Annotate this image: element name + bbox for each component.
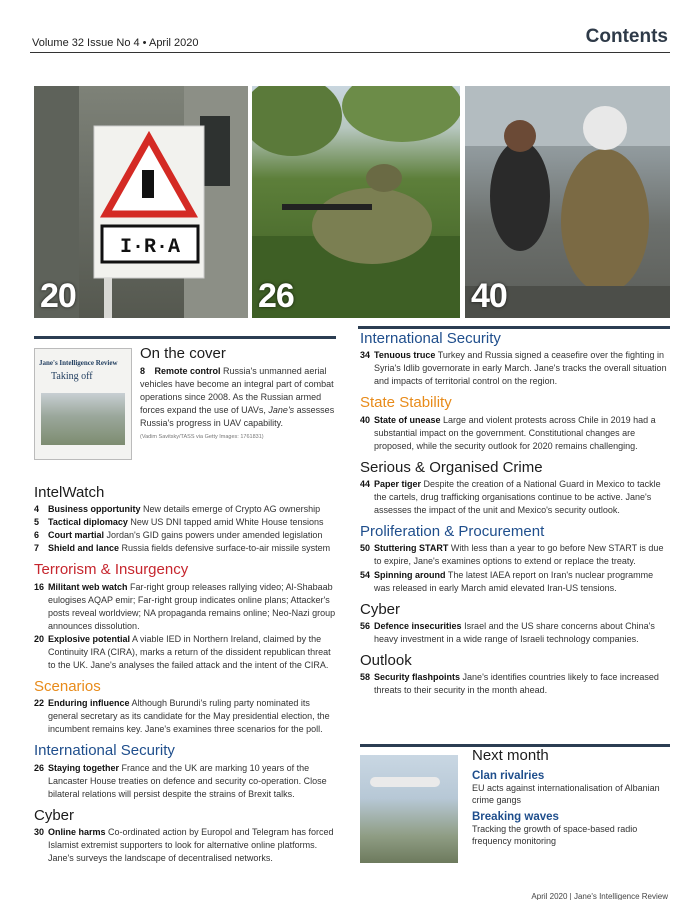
page-number: 7 bbox=[34, 543, 40, 554]
entry-body bbox=[374, 569, 670, 595]
article-title: Court martial bbox=[48, 530, 105, 541]
contents-entry[interactable] bbox=[360, 478, 670, 517]
page-footer: April 2020 | Jane's Intelligence Review bbox=[531, 892, 668, 900]
article-text-end: assesses Russia's progress in UAV capability. bbox=[140, 405, 335, 429]
section-heading: Cyber bbox=[360, 600, 401, 618]
article-text: Turkey and Russia signed a ceasefire over the fighting in Syria's Idlib governorate in early March. Jane's tracks the overall situation and impacts of territorial control on the region. bbox=[374, 350, 667, 387]
article-text: New US DNI tapped amid White House tensions bbox=[130, 517, 324, 528]
contents-entry[interactable] bbox=[34, 762, 336, 801]
article-title: Shield and lance bbox=[48, 543, 120, 554]
section-heading: Scenarios bbox=[34, 678, 101, 696]
contents-section bbox=[34, 742, 336, 800]
entry-body bbox=[48, 516, 336, 529]
entry-body bbox=[48, 581, 336, 633]
article-title: Stuttering START bbox=[374, 543, 449, 554]
entry-body bbox=[374, 349, 670, 388]
header-rule bbox=[30, 52, 670, 53]
contents-entry[interactable] bbox=[34, 529, 336, 542]
photo-page-number: 26 bbox=[258, 277, 294, 315]
entry-body bbox=[48, 762, 336, 801]
contents-section bbox=[34, 484, 336, 555]
cover-magazine-title: Jane's Intelligence Review bbox=[39, 359, 118, 367]
next-month bbox=[360, 745, 670, 870]
contents-section bbox=[360, 394, 670, 452]
contents-section bbox=[360, 459, 670, 517]
next-month-heading: Next month bbox=[472, 747, 549, 764]
contents-section bbox=[34, 807, 336, 865]
contents-entry[interactable] bbox=[360, 569, 670, 595]
photo-page-number: 40 bbox=[471, 277, 507, 315]
cover-story-title: Taking off bbox=[51, 371, 93, 382]
contents-section bbox=[360, 652, 670, 697]
page-number: 22 bbox=[34, 698, 45, 709]
page-number: 58 bbox=[360, 672, 371, 683]
article-title: Militant web watch bbox=[48, 581, 128, 592]
article-text: New details emerge of Crypto AG ownership bbox=[143, 504, 321, 515]
page-header bbox=[30, 26, 670, 56]
page-number: 5 bbox=[34, 517, 40, 528]
airplane-icon bbox=[370, 777, 440, 787]
article-text: Large and violent protests across Chile in 2019 had a substantial impact on the government. Constitutional changes are proposed, while the security outlook for 2020 remains challenging. bbox=[374, 414, 656, 451]
section-heading: International Security bbox=[34, 742, 175, 760]
article-text: The latest IAEA report on Iran's nuclear programme was released in early March amid elevated Iran-US tensions. bbox=[374, 569, 654, 593]
article-text: A viable IED in Northern Ireland, claimed by the Continuity IRA (CIRA), marks a return of the dissident republican threat to the UK. Jane's analyses the failed attack and the intent of the CIRA. bbox=[48, 633, 331, 670]
next-month-text bbox=[472, 747, 672, 853]
contents-entry[interactable] bbox=[34, 581, 336, 633]
contents-section bbox=[34, 678, 336, 736]
next-month-item-text: Tracking the growth of space-based radio frequency monitoring bbox=[472, 824, 638, 847]
entry-body bbox=[48, 542, 336, 555]
contents-entry[interactable] bbox=[34, 503, 336, 516]
contents-section bbox=[360, 601, 670, 646]
next-month-item-title: Breaking waves bbox=[472, 811, 559, 824]
article-title: Tenuous truce bbox=[374, 350, 436, 361]
photo-ira-sign[interactable] bbox=[34, 86, 248, 318]
section-heading: Proliferation & Procurement bbox=[360, 523, 545, 541]
photo-protest[interactable] bbox=[465, 86, 670, 318]
entry-body bbox=[48, 697, 336, 736]
article-title: Explosive potential bbox=[48, 633, 131, 644]
on-the-cover bbox=[140, 345, 335, 440]
section-heading: IntelWatch bbox=[34, 484, 105, 501]
article-text: Russia fields defensive surface-to-air missile system bbox=[121, 543, 331, 554]
contents-entry[interactable] bbox=[360, 671, 670, 697]
page-number: 54 bbox=[360, 569, 371, 580]
contents-entry[interactable] bbox=[34, 542, 336, 555]
article-text: Israel and the US share concerns about China's heavy investment in a wide range of Israeli technology companies. bbox=[374, 620, 655, 644]
article-title: Enduring influence bbox=[48, 698, 130, 709]
next-month-image[interactable] bbox=[360, 755, 458, 863]
article-title[interactable]: Remote control bbox=[154, 366, 221, 377]
cover-description bbox=[140, 365, 335, 430]
article-title: Business opportunity bbox=[48, 504, 141, 515]
cover-thumbnail[interactable] bbox=[34, 348, 132, 460]
entry-body bbox=[48, 503, 336, 516]
article-text: Co-ordinated action by Europol and Telegram has forced Islamist extremist supporters to look for alternative online platforms. Jane's surveys the landscape of decentralised networks. bbox=[48, 827, 334, 864]
entry-body bbox=[374, 620, 670, 646]
article-text: Despite the creation of a National Guard in Mexico to tackle the cartels, drug trafficking organisations continue to be active. Jane's assesses the impact of the unit and Mexico's security outlook. bbox=[374, 479, 661, 516]
page-number: 26 bbox=[34, 762, 45, 773]
page-number: 4 bbox=[34, 504, 40, 515]
article-title: State of unease bbox=[374, 414, 441, 425]
entry-body bbox=[48, 826, 336, 865]
next-month-item-title: Clan rivalries bbox=[472, 770, 545, 782]
section-heading: Serious & Organised Crime bbox=[360, 458, 543, 476]
left-column-contents bbox=[34, 484, 336, 869]
article-text: Russia's unmanned aerial vehicles have become an integral part of combat operations since 2008. As the Russian armed forces expand the use of UAVs, bbox=[140, 366, 334, 416]
photo-soldier[interactable] bbox=[252, 86, 460, 318]
article-text: Jane's identifies countries likely to face increased threats to their security in the month ahead. bbox=[374, 672, 659, 696]
article-text: Although Burundi's ruling party nominated its general secretary as its candidate for the May presidential election, the incumbent remains key. Jane's examines three scenarios for the poll. bbox=[48, 698, 330, 735]
contents-entry[interactable] bbox=[34, 697, 336, 736]
section-heading: State Stability bbox=[360, 394, 452, 412]
article-text: France and the UK are marking 10 years of the Lancaster House treaties on defence and security co-operation. Close bilateral relations will persist despite the strains of Brexit talks. bbox=[48, 762, 327, 799]
page-number: 56 bbox=[360, 620, 371, 631]
right-column-rule bbox=[358, 326, 670, 329]
right-column-contents bbox=[360, 330, 670, 701]
section-heading: Outlook bbox=[360, 651, 412, 669]
ira-sign-text: I·R·A bbox=[119, 236, 181, 259]
page-number: 8 bbox=[140, 366, 146, 377]
page-number: 44 bbox=[360, 479, 371, 490]
next-month-item-text: EU acts against internationalisation of Albanian crime gangs bbox=[472, 783, 660, 806]
contents-entry[interactable] bbox=[360, 414, 670, 453]
contents-entry[interactable] bbox=[360, 349, 670, 388]
page-title: Contents bbox=[585, 26, 668, 47]
page-number: 16 bbox=[34, 581, 45, 592]
entry-body bbox=[374, 542, 670, 568]
entry-body bbox=[48, 633, 336, 672]
issue-info: Volume 32 Issue No 4 • April 2020 bbox=[32, 37, 199, 49]
article-title: Spinning around bbox=[374, 569, 446, 580]
left-column-rule bbox=[34, 336, 336, 339]
article-text-janes: Jane's bbox=[268, 405, 295, 416]
contents-entry[interactable] bbox=[34, 633, 336, 672]
section-heading: Terrorism & Insurgency bbox=[34, 561, 189, 579]
entry-body bbox=[48, 529, 336, 542]
contents-entry[interactable] bbox=[360, 620, 670, 646]
article-title: Tactical diplomacy bbox=[48, 517, 128, 528]
cover-image bbox=[41, 393, 125, 445]
photo-credit: (Vadim Savitsky/TASS via Getty Images: 1761831) bbox=[140, 434, 264, 441]
page-number: 40 bbox=[360, 414, 371, 425]
article-text: Jordan's GID gains powers under amended legislation bbox=[106, 530, 323, 541]
next-month-item[interactable] bbox=[472, 811, 672, 847]
page-number: 6 bbox=[34, 530, 40, 541]
section-heading: International Security bbox=[360, 330, 501, 347]
next-month-item[interactable] bbox=[472, 770, 672, 806]
contents-entry[interactable] bbox=[34, 516, 336, 529]
entry-body bbox=[374, 671, 670, 697]
article-title: Security flashpoints bbox=[374, 672, 461, 683]
article-text: With less than a year to go before New START is due to expire, Jane's examines options to extend or replace the treaty. bbox=[374, 543, 664, 567]
article-title: Defence insecurities bbox=[374, 620, 462, 631]
page-number: 20 bbox=[34, 633, 45, 644]
contents-section bbox=[360, 523, 670, 594]
page-number: 34 bbox=[360, 350, 371, 361]
contents-entry[interactable] bbox=[360, 542, 670, 568]
article-title: Staying together bbox=[48, 762, 120, 773]
article-title: Online harms bbox=[48, 827, 106, 838]
entry-body bbox=[374, 478, 670, 517]
page-number: 50 bbox=[360, 543, 371, 554]
photo-page-number: 20 bbox=[40, 277, 76, 315]
contents-section bbox=[360, 330, 670, 388]
page-number: 30 bbox=[34, 827, 45, 838]
contents-section bbox=[34, 561, 336, 672]
section-heading: Cyber bbox=[34, 806, 75, 824]
section-heading: On the cover bbox=[140, 345, 226, 362]
article-title: Paper tiger bbox=[374, 479, 422, 490]
article-text: Far-right group releases rallying video; Al-Shabaab eulogises AQAP emir; Far-right group indicates online plans; Attacker's posts reveal worldview; NA propaganda remains online; Neo-Nazi group announces dissolution. bbox=[48, 581, 336, 631]
contents-entry[interactable] bbox=[34, 826, 336, 865]
entry-body bbox=[374, 414, 670, 453]
